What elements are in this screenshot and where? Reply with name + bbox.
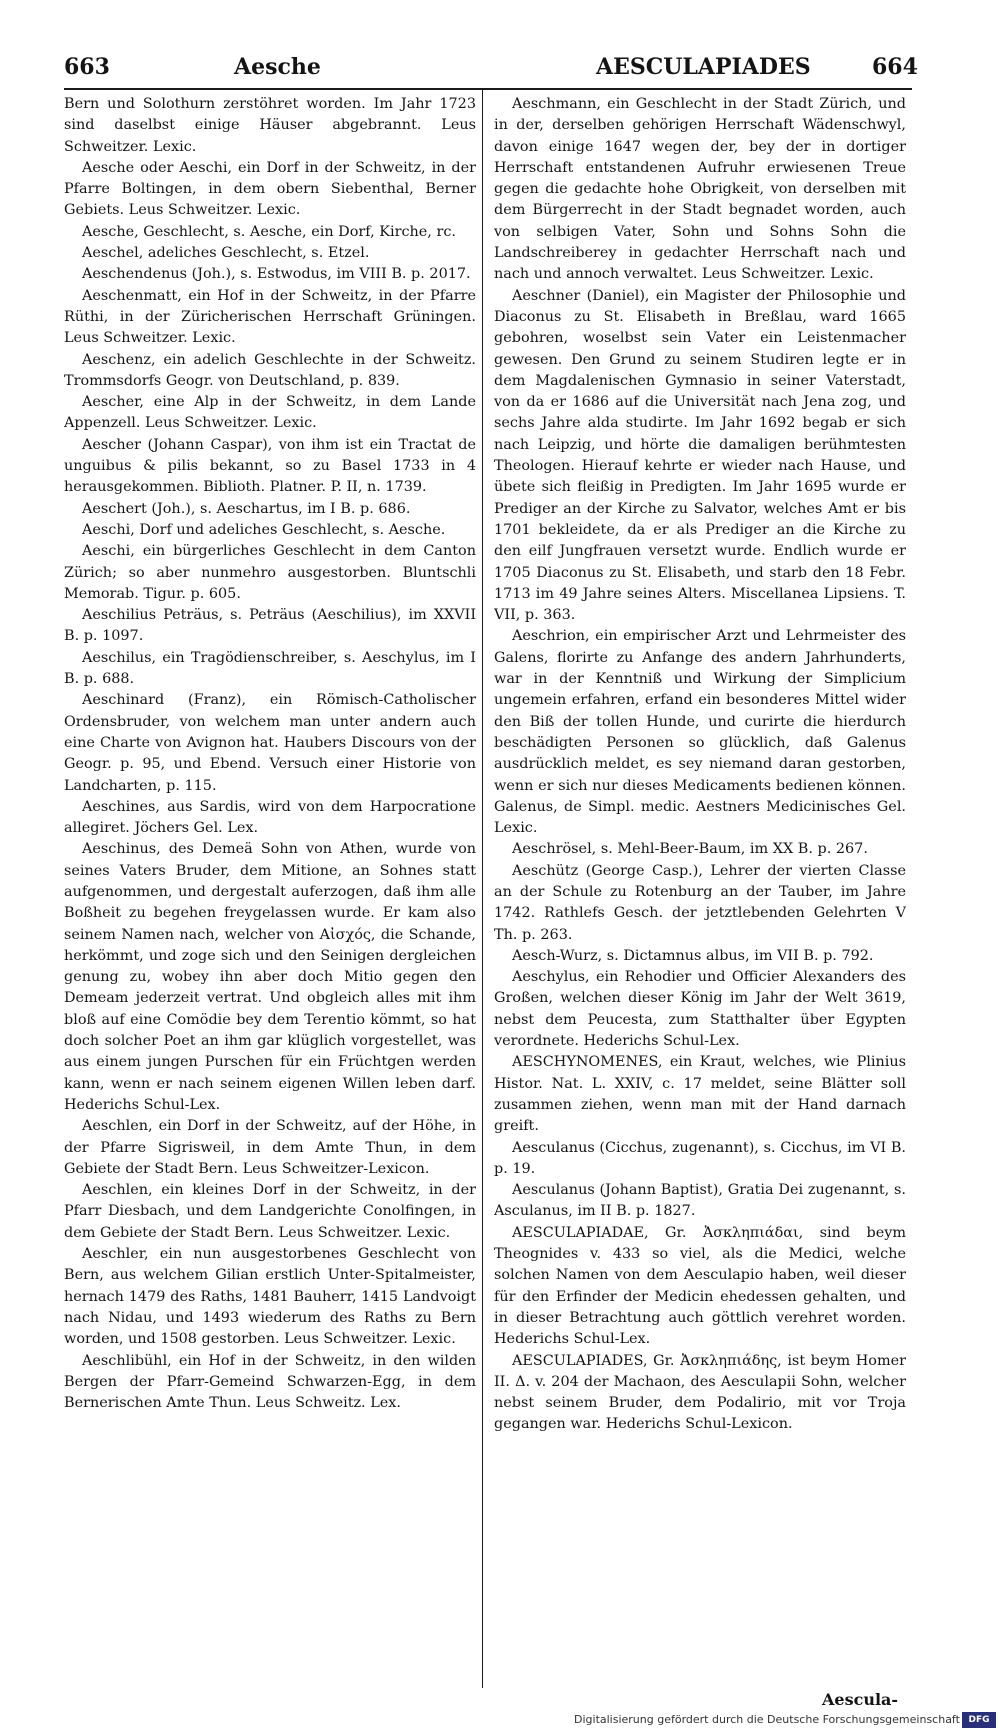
entry-paragraph: Aeschmann, ein Geschlecht in der Stadt Zürich, und in der, derselben gehörigen Herrschaft Wädenschwyl, davon einige 1647 wegen der, bey der in dortiger Herrschaft entstandenen Aufruhr erwiesenen Treue gegen die gedachte hohe Obrigkeit, von derselben mit dem Bürgerrecht in der Stadt begnadet worden, auch von selbigen Vater, Sohn und Sohns Sohn die Landschreiberey in gedachter Herrschaft nach und nach und annoch verwaltet. Leus Schweitzer. Lexic. [494, 96, 906, 283]
entry-paragraph: AESCULAPIADAE, Gr. Ἀσκληπιάδαι, sind beym Theognides v. 433 so viel, als die Medici, welche solchen Namen von dem Aesculapio haben, weil dieser für den Erfinder der Medicin ehedessen gehalten, und in dieser Betrachtung auch göttlich verehret worden. Hederichs Schul-Lex. [494, 1224, 906, 1348]
right-column [494, 94, 906, 1688]
entry-paragraph: Aeschrösel, s. Mehl-Beer-Baum, im XX B. p. 267. [512, 841, 868, 858]
entry-paragraph: Aeschenz, ein adelich Geschlechte in der Schweitz. Trommsdorfs Geogr. von Deutschland, p. 839. [64, 351, 476, 389]
entry-paragraph: Aeschylus, ein Rehodier und Officier Alexanders des Großen, welchen dieser König im Jahr der Welt 3619, nebst dem Peucesta, zum Statthalter über Egypten verordnete. Hederichs Schul-Lex. [494, 969, 906, 1050]
entry-paragraph: Aeschlibühl, ein Hof in der Schweitz, in den wilden Bergen der Pfarr-Gemeind Schwarzen-Egg, in dem Bernerischen Amte Thun. Leus Schweitz. Lex. [64, 1352, 476, 1412]
dfg-logo: DFG [962, 1712, 996, 1728]
entry-paragraph: Aeschi, Dorf und adeliches Geschlecht, s. Aesche. [82, 521, 446, 538]
entry-paragraph: Aesche oder Aeschi, ein Dorf in der Schweitz, in der Pfarre Boltingen, in dem obern Siebenthal, Berner Gebiets. Leus Schweitzer. Lexic. [64, 159, 476, 219]
right-running-head: AESCULAPIADES [596, 54, 811, 80]
entry-paragraph: Aeschinus, des Demeä Sohn von Athen, wurde von seines Vaters Bruder, dem Mitione, an Sohnes statt aufgenommen, und dergestalt auferzogen, daß ihm alle Boßheit zu begehen freygelassen wurde. Er kam also seinem Namen nach, welcher von Αἰσχός, die Schande, herkömmt, und zoge sich und den Seinigen dergleichen genung zu, wobey ihn aber doch Mitio gegen den Demeam jederzeit vertrat. Und obgleich alles mit ihm bloß auf eine Comödie bey dem Terentio kömmt, so hat doch solcher Poet an ihm gar klüglich vorgestellet, was aus einem jungen Purschen für ein Früchtgen werden kann, wenn er nach seinem eigenen Willen leben darf. Hederichs Schul-Lex. [64, 841, 476, 1113]
left-page-number: 663 [64, 54, 110, 80]
digitization-credit: Digitalisierung gefördert durch die Deutsche Forschungsgemeinschaft [574, 1713, 960, 1726]
right-page-number: 664 [872, 54, 918, 80]
entry-paragraph: Bern und Solothurn zerstöhret worden. Im Jahr 1723 sind daselbst einige Häuser abgebrannt. Leus Schweitzer. Lexic. [64, 96, 476, 155]
entry-paragraph: AESCHYNOMENES, ein Kraut, welches, wie Plinius Histor. Nat. L. XXIV, c. 17 meldet, seine Blätter soll zusammen ziehen, wenn man mit der Hand darnach greift. [494, 1054, 906, 1135]
entry-paragraph: Aeschner (Daniel), ein Magister der Philosophie und Diaconus zu St. Elisabeth in Breßlau, ward 1665 gebohren, woselbst sein Vater ein Leistenmacher gewesen. Den Grund zu seinem Studiren legte er in dem Magdalenischen Gymnasio in seiner Vaterstadt, von da er 1686 auf die Universität nach Jena zog, und sechs Jahre alda studirte. Im Jahr 1692 begab er sich nach Leipzig, und hörte die damaligen berühmtesten Theologen. Hierauf kehrte er wieder nach Hause, und übete sich fleißig in Predigten. Im Jahr 1695 wurde er Prediger an der Kirche zu Salvator, welches Amt er bis 1701 bekleidete, da er als Prediger an die Kirche zu den eilf Jungfrauen versetzt wurde. Endlich wurde er 1705 Diaconus zu St. Elisabeth, und starb den 18 Febr. 1713 im 49 Jahre seines Alters. Miscellanea Lipsiens. T. VII, p. 363. [494, 287, 906, 624]
catchword: Aescula- [822, 1690, 899, 1709]
entry-paragraph: Aeschendenus (Joh.), s. Estwodus, im VIII B. p. 2017. [82, 266, 471, 283]
entry-paragraph: Aeschler, ein nun ausgestorbenes Geschlecht von Bern, aus welchem Gilian erstlich Unter-Spitalmeister, hernach 1479 des Raths, 1481 Bauherr, 1415 Landvoigt nach Nidau, und 1493 wiederum des Raths zu Bern worden, und 1508 gestorben. Leus Schweitzer. Lexic. [64, 1246, 476, 1348]
entry-paragraph: AESCULAPIADES, Gr. Ἀσκληπιάδης, ist beym Homer II. Δ. v. 204 der Machaon, des Aesculapii Sohn, welcher nebst seinem Bruder, dem Podalirio, mit vor Troja gegangen war. Hederichs Schul-Lexicon. [494, 1352, 906, 1433]
entry-paragraph: Aeschenmatt, ein Hof in der Schweitz, in der Pfarre Rüthi, in der Züricherischen Herrschaft Grüningen. Leus Schweitzer. Lexic. [64, 287, 476, 347]
entry-paragraph: Aeschlen, ein kleines Dorf in der Schweitz, in der Pfarr Diesbach, und dem Landgerichte Conolfingen, in dem Gebiete der Stadt Bern. Leus Schweitzer. Lexic. [64, 1182, 476, 1241]
header-rule [64, 88, 912, 90]
entry-paragraph: Aesculanus (Johann Baptist), Gratia Dei zugenannt, s. Asculanus, im II B. p. 1827. [494, 1182, 906, 1220]
entry-paragraph: Aeschilius Peträus, s. Peträus (Aeschilius), im XXVII B. p. 1097. [64, 607, 476, 645]
column-divider [482, 88, 483, 1688]
left-column [64, 94, 476, 1688]
entry-paragraph: Aeschrion, ein empirischer Arzt und Lehrmeister des Galens, florirte zu Anfange des andern Jahrhunderts, war in der Kenntniß und Wirkung der Simplicium ungemein erfahren, erfand ein besonderes Mittel wider den Biß der tollen Hunde, und curirte die hierdurch beschädigten Personen so glücklich, daß Galenus ausdrücklich meldet, es sey niemand daran gestorben, wenn er sich nur dieses Medicaments bedienen können. Galenus, de Simpl. medic. Aestners Medicinisches Gel. Lexic. [494, 628, 906, 837]
entry-paragraph: Aeschilus, ein Tragödienschreiber, s. Aeschylus, im I B. p. 688. [64, 649, 476, 688]
entry-paragraph: Aeschert (Joh.), s. Aeschartus, im I B. p. 686. [82, 500, 411, 517]
entry-paragraph: Aesche, Geschlecht, s. Aesche, ein Dorf, Kirche, rc. [82, 223, 456, 240]
entry-paragraph: Aescher, eine Alp in der Schweitz, in dem Lande Appenzell. Leus Schweitzer. Lexic. [64, 394, 476, 432]
left-running-head: Aesche [234, 54, 321, 80]
entry-paragraph: Aeschlen, ein Dorf in der Schweitz, auf der Höhe, in der Pfarre Sigrisweil, in dem Amte Thun, in dem Gebiete der Stadt Bern. Leus Schweitzer-Lexicon. [64, 1118, 476, 1177]
entry-paragraph: Aesculanus (Cicchus, zugenannt), s. Cicchus, im VI B. p. 19. [494, 1139, 906, 1177]
entry-paragraph: Aescher (Johann Caspar), von ihm ist ein Tractat de unguibus & pilis bekannt, so zu Basel 1733 in 4 herausgekommen. Biblioth. Platner. P. II, n. 1739. [64, 436, 476, 496]
entry-paragraph: Aeschinard (Franz), ein Römisch-Catholischer Ordensbruder, von welchem man unter andern auch eine Charte von Avignon hat. Haubers Discours von der Geogr. p. 95, und Ebend. Versuch einer Historie von Landcharten, p. 115. [64, 692, 476, 794]
entry-paragraph: Aeschel, adeliches Geschlecht, s. Etzel. [82, 245, 370, 262]
entry-paragraph: Aeschines, aus Sardis, wird von dem Harpocratione allegiret. Jöchers Gel. Lex. [64, 798, 476, 837]
entry-paragraph: Aeschütz (George Casp.), Lehrer der vierten Classe an der Schule zu Rotenburg an der Tauber, im Jahre 1742. Rathlefs Gesch. der jetztlebenden Gelehrten V Th. p. 263. [494, 862, 906, 943]
entry-paragraph: Aesch-Wurz, s. Dictamnus albus, im VII B. p. 792. [512, 947, 874, 964]
entry-paragraph: Aeschi, ein bürgerliches Geschlecht in dem Canton Zürich; so aber nunmehro ausgestorben. Bluntschli Memorab. Tigur. p. 605. [64, 543, 476, 602]
